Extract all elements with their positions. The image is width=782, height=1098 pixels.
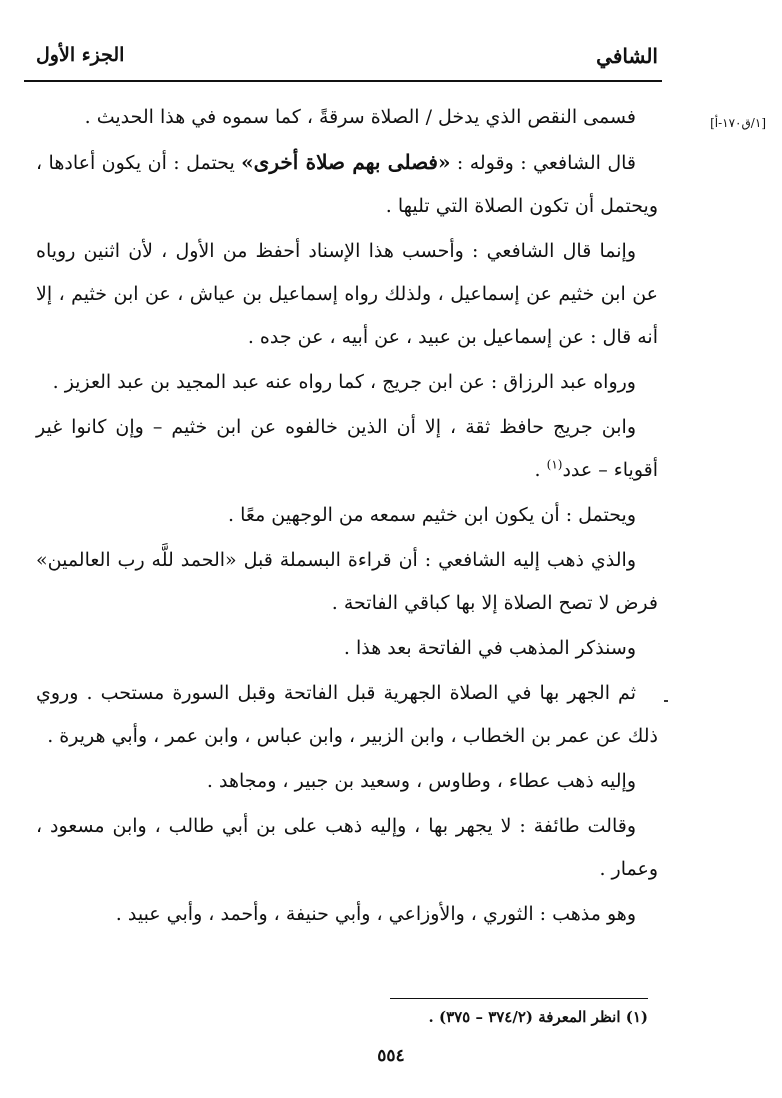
header-rule (24, 80, 662, 82)
paragraph (36, 406, 658, 492)
footnote-marker: (١) (546, 457, 563, 472)
paragraph (36, 805, 658, 891)
paragraph (36, 494, 658, 537)
paragraph (36, 230, 658, 359)
paragraph (36, 627, 658, 670)
running-header (36, 40, 658, 76)
paragraph (36, 141, 658, 228)
paragraph-text: ثم الجهر بها في الصلاة الجهرية قبل الفاتحة وقبل السورة مستحب . وروي ذلك عن عمر بن الخطاب ، وابن الزبير ، وابن عباس ، وابن عمر ، وأبي هريرة . (36, 682, 658, 747)
paragraph (36, 96, 658, 139)
footnote: (١) انظر المعرفة (٣٧٤/٢ – ٣٧٥) . (428, 1008, 648, 1026)
paragraph-text: وسنذكر المذهب في الفاتحة بعد هذا . (343, 637, 636, 659)
paragraph (36, 760, 658, 803)
paragraph-text: يحتمل : أن يكون أعادها ، ويحتمل أن تكون الصلاة التي تليها . (36, 152, 658, 217)
paragraph (36, 539, 658, 625)
page-number: ٥٥٤ (377, 1046, 405, 1066)
volume-label: الجزء الأول (36, 44, 125, 66)
paragraph-text: قال الشافعي : وقوله : (450, 152, 637, 174)
manuscript-folio-reference: [١/ق١٧٠-أ] (710, 116, 766, 130)
paragraph (36, 672, 658, 758)
margin-tick-mark (664, 700, 668, 702)
paragraph-text: ويحتمل : أن يكون ابن خثيم سمعه من الوجهين معًا . (228, 504, 636, 526)
paragraph (36, 361, 658, 404)
main-text (36, 96, 658, 936)
paragraph-text: وهو مذهب : الثوري ، والأوزاعي ، وأبي حنيفة ، وأحمد ، وأبي عبيد . (115, 903, 636, 925)
footnote-rule (390, 998, 648, 999)
paragraph-text: فسمى النقص الذي يدخل / الصلاة سرقةً ، كما سموه في هذا الحديث . (84, 106, 636, 128)
paragraph (36, 893, 658, 936)
hadith-quote: «فصلى بهم صلاة أخرى» (241, 150, 451, 174)
paragraph-text: وإليه ذهب عطاء ، وطاوس ، وسعيد بن جبير ، ومجاهد . (206, 770, 636, 792)
book-title: الشافي (596, 44, 658, 68)
paragraph-text: والذي ذهب إليه الشافعي : أن قراءة البسملة قبل «الحمد للَّه رب العالمين» فرض لا تصح الصلاة إلا بها كباقي الفاتحة . (36, 549, 658, 614)
paragraph-text: وإنما قال الشافعي : وأحسب هذا الإسناد أحفظ من الأول ، لأن اثنين روياه عن ابن خثيم عن إسماعيل ، ولذلك رواه إسماعيل بن عياش ، عن ابن خثيم ، إلا أنه قال : عن إسماعيل بن عبيد ، عن أبيه ، عن جده . (36, 240, 658, 348)
paragraph-text: وقالت طائفة : لا يجهر بها ، وإليه ذهب على بن أبي طالب ، وابن مسعود ، وعمار . (36, 815, 658, 880)
paragraph-text: وابن جريج حافظ ثقة ، إلا أن الذين خالفوه عن ابن خثيم – وإن كانوا غير أقوياء – عدد (36, 416, 658, 481)
paragraph-text: ورواه عبد الرزاق : عن ابن جريج ، كما رواه عنه عبد المجيد بن عبد العزيز . (52, 371, 636, 393)
paragraph-text: . (534, 459, 547, 481)
